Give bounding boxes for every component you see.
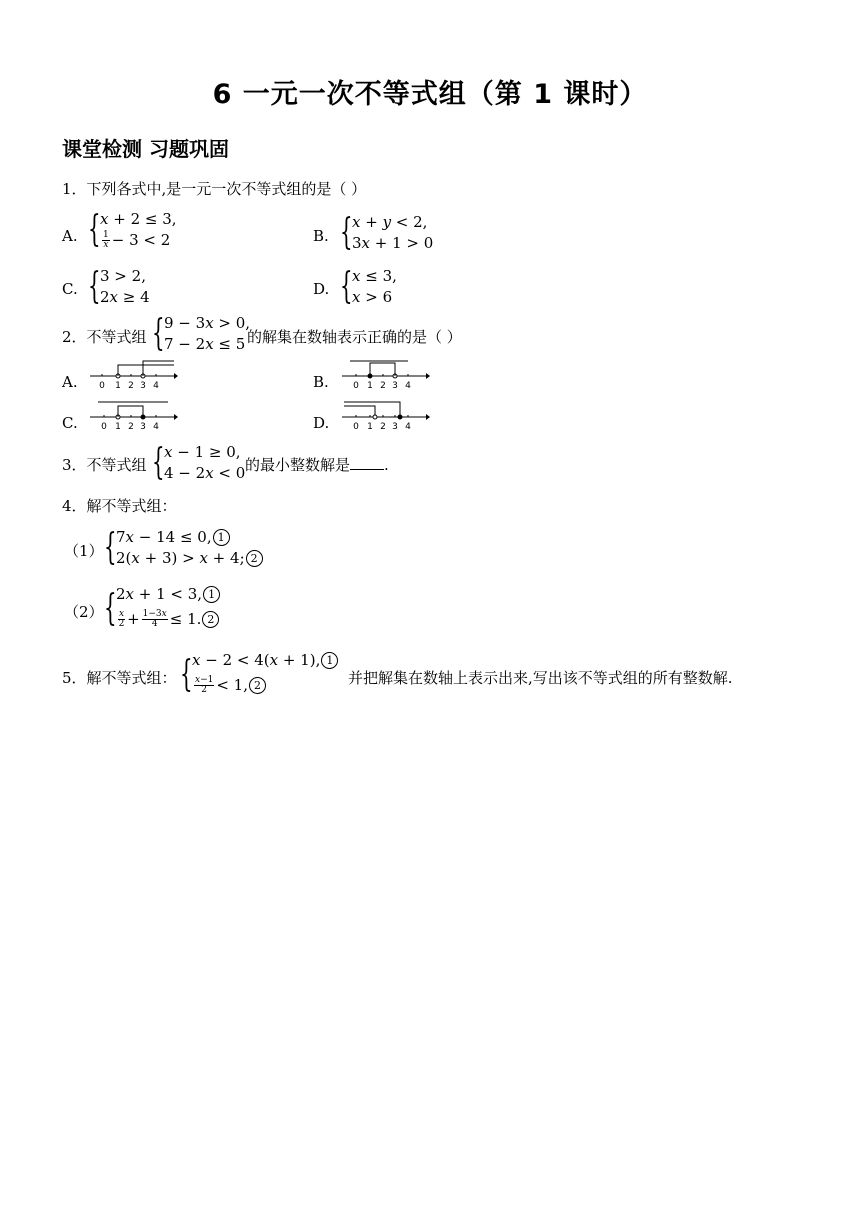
circled-number: 2 [249, 677, 266, 694]
q1-d-line1: 𝑥 ≤ 3, [352, 267, 397, 285]
q5-line1: 𝑥 − 2 < 4(𝑥 + 1), 1 [192, 650, 338, 671]
q1-stem: 1．下列各式中,是一元一次不等式组的是（ ） [62, 180, 367, 198]
q2-option-c-label: C. [62, 414, 78, 432]
tick-label: 2 [380, 422, 386, 431]
tick-label: 3 [140, 381, 146, 390]
tick-label: 3 [392, 422, 398, 431]
q3-line1: 𝑥 − 1 ≥ 0, [164, 443, 241, 461]
q5-suffix: 并把解集在数轴上表示出来,写出该不等式组的所有整数解. [348, 669, 733, 687]
q2-option-a-number-line[interactable] [88, 358, 178, 390]
q1-option-b-label: B. [313, 227, 329, 245]
q2-suffix: 的解集在数轴表示正确的是（ ） [247, 328, 462, 346]
q3-line2: 4 − 2𝑥 < 0 [164, 464, 246, 482]
q2-option-d-label: D. [313, 414, 330, 432]
q4-p1-line2: 2(𝑥 + 3) > 𝑥 + 4; 2 [116, 548, 263, 569]
brace: { [104, 587, 117, 629]
q2-line2: 7 − 2𝑥 ≤ 5 [164, 335, 246, 353]
q2-option-d-number-line[interactable] [340, 399, 430, 431]
tick-label: 3 [140, 422, 146, 431]
tick-label: 2 [128, 381, 134, 390]
q2-option-b-number-line[interactable] [340, 358, 430, 390]
circled-number: 2 [246, 550, 263, 567]
q4-part2-system [104, 584, 220, 633]
q1-option-d-label: D. [313, 280, 330, 298]
q2-prefix: 2．不等式组 [62, 328, 147, 346]
circled-number: 1 [321, 652, 338, 669]
circled-number: 1 [203, 586, 220, 603]
tick-label: 1 [115, 422, 121, 431]
brace: { [88, 209, 101, 250]
q4-part2-label: （2） [64, 603, 104, 621]
q4-p1-line1: 7𝑥 − 14 ≤ 0, 1 [116, 527, 263, 548]
q1-c-line2: 2𝑥 ≥ 4 [100, 288, 150, 306]
tick-label: 2 [128, 422, 134, 431]
circled-number: 1 [213, 529, 230, 546]
q3-end: . [384, 456, 389, 474]
q4-part1-label: （1） [64, 542, 104, 560]
q3-prefix: 3．不等式组 [62, 456, 147, 474]
tick-label: 3 [392, 381, 398, 390]
tick-label: 4 [405, 422, 411, 431]
q3-system [152, 442, 245, 484]
tick-label: 4 [153, 381, 159, 390]
brace: { [340, 212, 353, 253]
q1-option-c-label: C. [62, 280, 78, 298]
q1-a-line1: 𝑥 + 2 ≤ 3, [100, 210, 177, 228]
fraction: $\frac{1}{\text{𝑥}}$ [103, 230, 109, 250]
tick-label: 4 [405, 381, 411, 390]
tick-label: 4 [153, 422, 159, 431]
tick-label: 1 [115, 381, 121, 390]
brace: { [104, 527, 117, 568]
fraction: $\frac{\text{1−3𝑥}}{4}$ [142, 608, 167, 629]
q4-p2-line2: $\frac{\text{𝑥}}{2}$ + $\frac{\text{1−3𝑥}}{4}$ ≤ 1. 2 [116, 605, 220, 633]
tick-label: 2 [380, 381, 386, 390]
fraction: $\frac{\text{𝑥−1}}{2}$ [195, 674, 214, 695]
q5-line2: $\frac{\text{𝑥−1}}{2}$ < 1, 2 [192, 671, 338, 699]
q1-option-a-system[interactable] [88, 209, 177, 251]
tick-label: 0 [99, 381, 105, 390]
q2-option-b-label: B. [313, 373, 329, 391]
page-title: 6 一元一次不等式组（第 1 课时） [212, 79, 648, 110]
q2-system [152, 313, 250, 355]
q1-option-d-system[interactable] [340, 266, 397, 308]
q4-stem: 4．解不等式组： [62, 497, 177, 515]
q3-suffix-wrap [245, 454, 389, 475]
brace: { [180, 653, 193, 695]
brace: { [152, 313, 165, 354]
q2-option-a-label: A. [62, 373, 78, 391]
q1-option-b-system[interactable] [340, 212, 433, 254]
q1-a-line2: $\frac{1}{\text{𝑥}}$ − 3 < 2 [103, 230, 171, 250]
section-heading: 课堂检测 习题巩固 [62, 137, 229, 161]
brace: { [340, 266, 353, 307]
q3-suffix: 的最小整数解是 [245, 456, 351, 474]
q1-b-line1: 𝑥 + 𝑦 < 2, [352, 213, 428, 231]
fraction: $\frac{\text{𝑥}}{2}$ [118, 608, 125, 629]
circled-number: 2 [202, 611, 219, 628]
tick-label: 0 [353, 422, 359, 431]
q1-option-c-system[interactable] [88, 266, 150, 308]
q1-d-line2: 𝑥 > 6 [352, 288, 393, 306]
q4-p2-line1: 2𝑥 + 1 < 3, 1 [116, 584, 220, 605]
tick-label: 1 [367, 422, 373, 431]
brace: { [152, 442, 165, 483]
tick-label: 0 [101, 422, 107, 431]
tick-label: 0 [353, 381, 359, 390]
q2-option-c-number-line[interactable] [88, 399, 178, 431]
q2-line1: 9 − 3𝑥 > 0, [164, 314, 251, 332]
brace: { [88, 266, 101, 307]
q4-part1-system [104, 527, 263, 569]
q1-option-a-label: A. [62, 227, 78, 245]
q1-c-line1: 3 > 2, [100, 267, 146, 285]
tick-label: 1 [367, 381, 373, 390]
answer-blank[interactable] [350, 455, 384, 470]
q5-prefix: 5．解不等式组： [62, 669, 177, 687]
q5-system [180, 650, 338, 699]
q1-b-line2: 3𝑥 + 1 > 0 [352, 234, 434, 252]
